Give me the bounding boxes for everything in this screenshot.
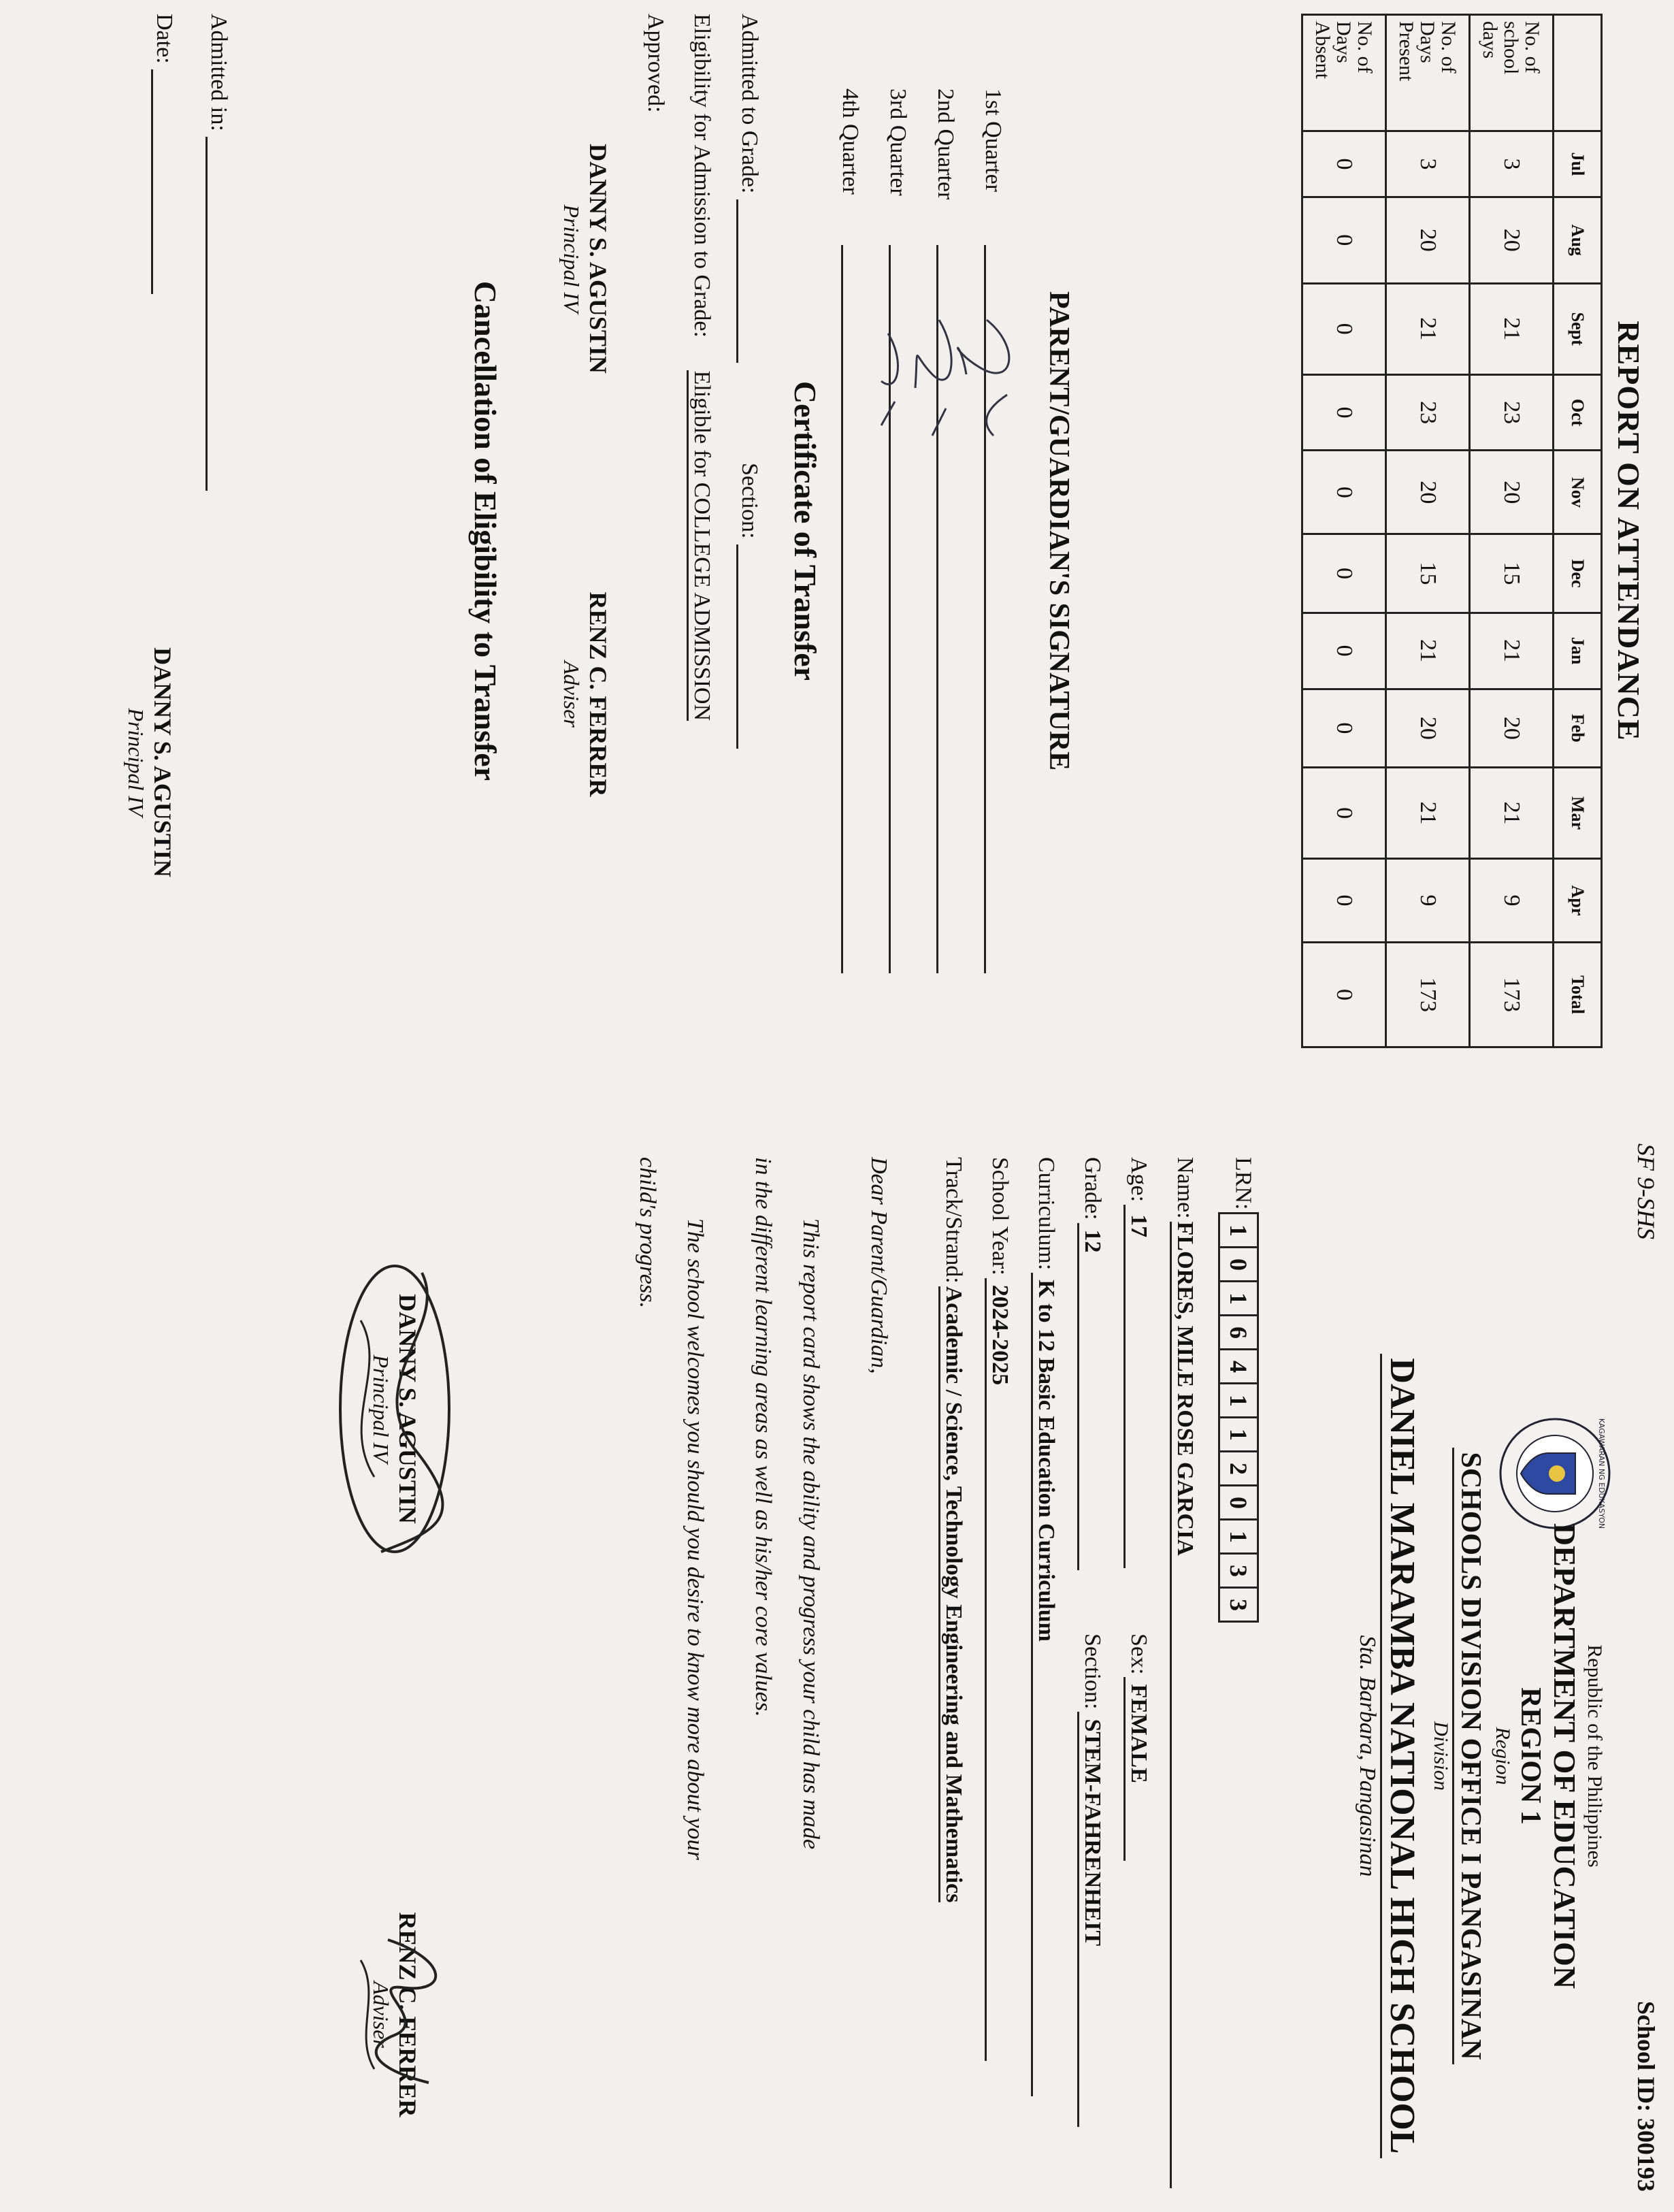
date-row [151,14,177,294]
cell: 0 [1302,197,1386,283]
cell: 20 [1386,451,1470,534]
lrn-digit: 2 [1220,1452,1257,1486]
cell: 0 [1302,131,1386,197]
cell: 21 [1470,768,1554,859]
lrn-digit: 3 [1220,1555,1257,1589]
lrn-digit: 0 [1220,1248,1257,1282]
curriculum-label: Curriculum: [1034,1157,1059,1271]
month-header: Dec [1554,534,1602,613]
quarter-signature-row [932,88,973,973]
admitted-line [736,199,761,363]
letter-line: in the different learning areas as well as his/her core values. [751,1157,776,1717]
letter-line: The school welcomes you should you desire to know more about your [683,1218,708,1860]
admitted-label: Admitted to Grade: [737,14,762,194]
lrn-digit: 4 [1220,1350,1257,1384]
curriculum-row [1031,1157,1059,2096]
adviser-title: Adviser [369,1981,393,2048]
republic-line: Republic of the Philippines [1583,1644,1606,1868]
school-id-value: 300193 [1632,2118,1660,2192]
section-line [736,544,761,749]
cell: 21 [1386,768,1470,859]
lrn-digit: 6 [1220,1316,1257,1350]
lrn-digit: 1 [1220,1418,1257,1452]
principal-name: DANNY S. AGUSTIN [585,144,612,374]
student-track: Academic / Science, Technology Engineering and Mathematics [938,1286,966,1903]
section-row [736,463,762,749]
school-header [1354,1314,1606,2198]
cell: 3 [1386,131,1470,197]
division-label: Division [1430,1721,1452,1791]
cell: 20 [1386,689,1470,767]
cot-adviser-signature [559,490,612,898]
region-label: Region [1492,1727,1514,1785]
quarter-label: 2nd Quarter [933,88,958,200]
month-header: Aug [1554,197,1602,283]
department-line: DEPARTMENT OF EDUCATION [1547,1523,1582,1989]
parent-signature-title: PARENT/GUARDIAN'S SIGNATURE [1043,291,1074,771]
student-sex: FEMALE [1123,1677,1151,1861]
cell: 20 [1470,689,1554,767]
quarter-label: 3rd Quarter [885,88,910,196]
cell: 173 [1470,943,1554,1047]
lrn-digit: 0 [1220,1486,1257,1520]
lrn-digit: 1 [1220,1282,1257,1316]
quarter-label: 4th Quarter [838,88,863,195]
cell: 0 [1302,689,1386,767]
attendance-header-row [1554,15,1602,1047]
cot-principal-signature [559,54,612,463]
parent-signature-scribble [857,293,1034,470]
principal-name: DANNY S. AGUSTIN [394,1294,421,1524]
cell: 0 [1302,613,1386,689]
principal-title: Principal IV [559,204,584,313]
admitted-in-row [206,14,231,491]
adviser-name: RENZ C. FERRER [394,1912,421,2117]
cancellation-title: Cancellation of Eligibility to Transfer [468,280,503,781]
age-row [1123,1157,1151,1568]
cell: 0 [1302,374,1386,451]
days-absent-row [1302,15,1386,1047]
days-present-row [1386,15,1470,1047]
school-location: Sta. Barbara, Pangasinan [1355,1635,1380,1877]
quarter-label: 1st Quarter [981,88,1006,193]
cell: 21 [1470,283,1554,374]
cell: 23 [1386,374,1470,451]
cell: 0 [1302,943,1386,1047]
cell: 20 [1470,451,1554,534]
student-school-year: 2024-2025 [985,1278,1013,2061]
eligibility-value: Eligible for COLLEGE ADMISSION [687,370,715,721]
lrn-label: LRN: [1230,1157,1256,1210]
cell: 0 [1302,283,1386,374]
school-name: DANIEL MARAMBA NATIONAL HIGH SCHOOL [1380,1354,1422,2158]
cancellation-principal-signature [123,558,177,966]
name-label: Name: [1172,1157,1198,1219]
sex-row [1123,1633,1151,1861]
student-grade: 12 [1077,1223,1105,1570]
cell: 21 [1386,613,1470,689]
age-label: Age: [1126,1157,1151,1203]
school-id-label: School ID: [1632,2000,1660,2112]
quarter-signature-row [980,88,1021,973]
principal-title: Principal IV [369,1354,393,1463]
month-header: Mar [1554,768,1602,859]
cell: 15 [1386,534,1470,613]
month-header: Jul [1554,131,1602,197]
quarter-signature-row [885,88,925,973]
cell: 173 [1386,943,1470,1047]
section-info-label: Section: [1080,1633,1105,1710]
attendance-corner-cell [1554,15,1602,131]
school-year-label: School Year: [987,1157,1013,1275]
section-label: Section: [737,463,762,539]
cell: 9 [1470,859,1554,943]
section-info-row [1077,1633,1105,2127]
lrn-boxes [1218,1212,1259,1623]
month-header: Total [1554,943,1602,1047]
cell: 0 [1302,859,1386,943]
school-days-row [1470,15,1554,1047]
letter-line: child's progress. [635,1157,660,1308]
lrn-row [1218,1157,1259,1623]
cell: 0 [1302,768,1386,859]
letter-line: This report card shows the ability and progress your child has made [798,1218,823,1850]
lrn-digit: 3 [1225,1598,1252,1611]
grade-row [1077,1157,1105,1570]
student-curriculum: K to 12 Basic Education Curriculum [1031,1273,1059,2096]
date-line [151,69,176,294]
adviser-signature-scribble [333,1919,470,2096]
division-line: SCHOOLS DIVISION OFFICE I PANGASINAN [1452,1448,1487,2064]
month-header: Jan [1554,613,1602,689]
letter-salutation: Dear Parent/Guardian, [866,1157,891,1374]
quarter-signature-row [837,88,878,973]
lrn-digit: 1 [1220,1214,1257,1248]
track-row [938,1157,966,1902]
row-label: No. of school days [1470,15,1554,131]
cell: 0 [1302,534,1386,613]
cell: 9 [1386,859,1470,943]
sex-label: Sex: [1126,1633,1151,1675]
student-age: 17 [1123,1205,1151,1568]
cell: 0 [1302,451,1386,534]
track-label: Track/Strand: [941,1157,966,1284]
admitted-in-label: Admitted in: [206,14,231,131]
lrn-digit: 1 [1220,1520,1257,1555]
cell: 21 [1386,283,1470,374]
student-name: FLORES, MILE ROSE GARCIA [1170,1222,1198,2188]
name-row [1170,1157,1198,2212]
month-header: Apr [1554,859,1602,943]
form-id: SF 9-SHS [1632,1143,1660,1239]
lrn-digit: 1 [1220,1384,1257,1418]
principal-signature-scribble [327,1246,463,1572]
cell: 20 [1386,197,1470,283]
adviser-name: RENZ C. FERRER [585,591,612,797]
month-header: Oct [1554,374,1602,451]
row-label: No. of Days Present [1386,15,1470,131]
date-label: Date: [152,14,177,64]
principal-title: Principal IV [124,708,148,817]
cell: 3 [1470,131,1554,197]
admitted-in-line [206,137,231,491]
grade-label: Grade: [1080,1157,1105,1220]
student-section: STEM-FAHRENHEIT [1077,1712,1105,2127]
cell: 23 [1470,374,1554,451]
certificate-transfer-title: Certificate of Transfer [788,380,823,681]
eligibility-label: Eligibility for Admission to Grade: [689,14,715,338]
cell: 15 [1470,534,1554,613]
attendance-title: REPORT ON ATTENDANCE [1611,321,1646,741]
attendance-table [1301,14,1603,1048]
cell: 20 [1470,197,1554,283]
cell: 21 [1470,613,1554,689]
admitted-to-grade-row [736,14,762,363]
principal-name: DANNY S. AGUSTIN [149,647,176,877]
row-label: No. of Days Absent [1302,15,1386,131]
month-header: Feb [1554,689,1602,767]
region-line: REGION 1 [1515,1687,1546,1825]
signature-line [841,245,843,973]
month-header: Sept [1554,283,1602,374]
school-year-row [985,1157,1013,2061]
school-id [1632,1838,1660,2192]
approved-label: Approved: [643,14,668,113]
month-header: Nov [1554,451,1602,534]
adviser-title: Adviser [559,661,584,728]
seal-text: KAGAWARAN NG EDUKASYON [1597,1418,1606,1529]
eligibility-row [687,14,715,721]
